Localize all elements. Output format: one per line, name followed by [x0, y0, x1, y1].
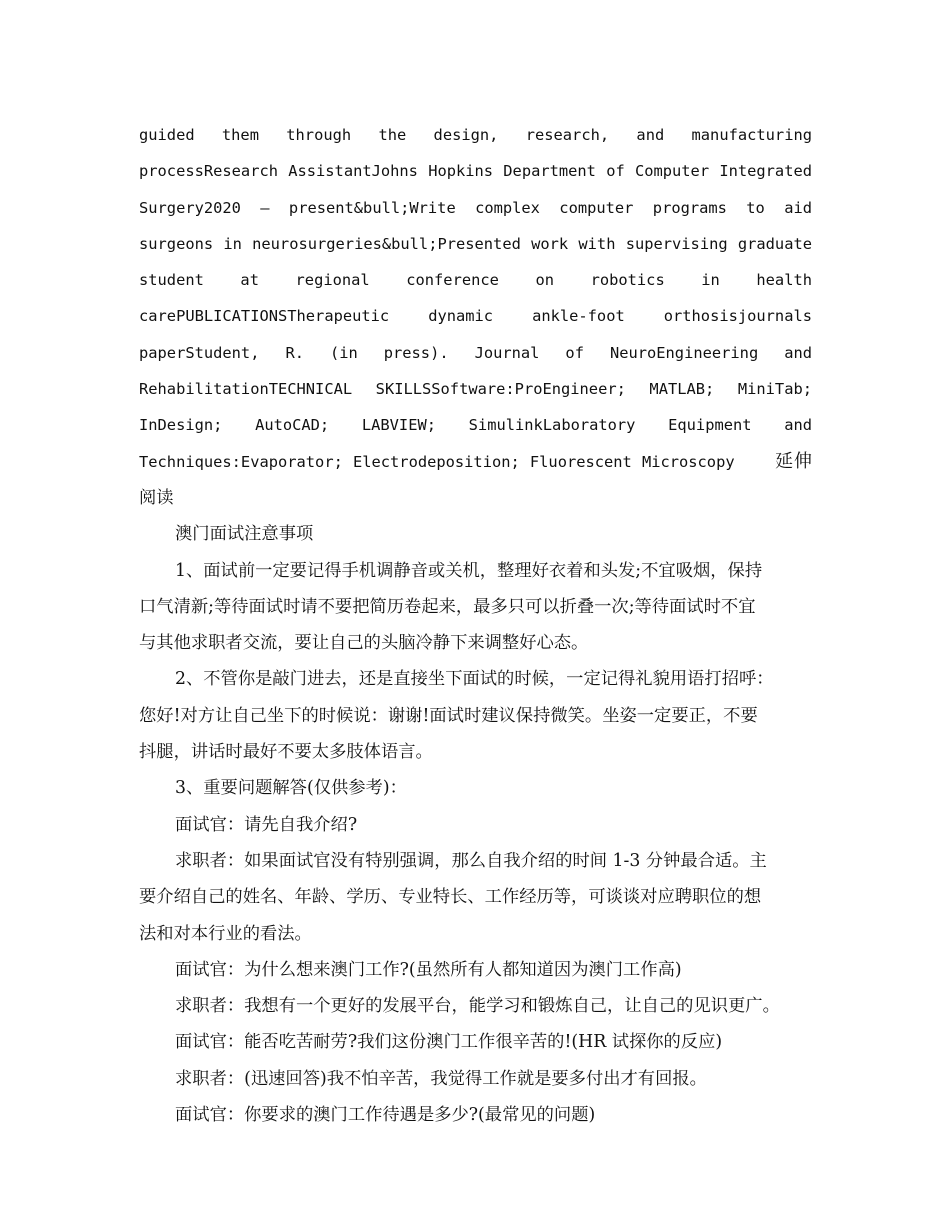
resume-line-text: Techniques:Evaporator; Electrodeposition; Fluorescent Microscopy [139, 452, 735, 471]
qa-line: 面试官：你要求的澳门工作待遇是多少?(最常见的问题) [175, 1105, 596, 1126]
paragraph-line: 2、不管你是敲门进去，还是直接坐下面试的时候，一定记得礼貌用语打招呼： [175, 669, 774, 690]
paragraph-line: 与其他求职者交流，要让自己的头脑冷静下来调整好心态。 [139, 633, 589, 654]
resume-line: RehabilitationTECHNICAL SKILLSSoftware:ProEngineer; MATLAB; MiniTab; [139, 380, 812, 399]
paragraph-line: 抖腿，讲话时最好不要太多肢体语言。 [139, 742, 433, 763]
paragraph-line: 1、面试前一定要记得手机调静音或关机，整理好衣着和头发;不宜吸烟，保持 [175, 560, 763, 581]
resume-line: InDesign; AutoCAD; LABVIEW; SimulinkLaboratory Equipment and [139, 416, 812, 435]
document-body [139, 117, 812, 1133]
qa-line: 求职者：如果面试官没有特别强调，那么自我介绍的时间 1-3 分钟最合适。主 [175, 850, 767, 871]
qa-line: 面试官：请先自我介绍? [175, 814, 358, 835]
qa-line: 法和对本行业的看法。 [139, 923, 312, 944]
resume-line: guided them through the design, research, and manufacturing [139, 126, 812, 144]
section-title: 澳门面试注意事项 [175, 524, 314, 545]
extend-reading-link-cont[interactable]: 阅读 [139, 487, 174, 508]
resume-line: carePUBLICATIONSTherapeutic dynamic ankle-foot orthosisjournals [139, 307, 812, 326]
qa-line: 面试官：能否吃苦耐劳?我们这份澳门工作很辛苦的!(HR 试探你的反应) [175, 1032, 723, 1053]
qa-line: 求职者：我想有一个更好的发展平台，能学习和锻炼自己，让自己的见识更广。 [175, 996, 780, 1017]
resume-line: paperStudent, R. (in press). Journal of NeuroEngineering and [139, 343, 812, 362]
qa-line: 要介绍自己的姓名、年龄、学历、专业特长、工作经历等，可谈谈对应聘职位的想 [139, 887, 762, 908]
resume-line-with-link [139, 444, 812, 480]
paragraph-line: 口气清新;等待面试时请不要把简历卷起来，最多只可以折叠一次;等待面试时不宜 [139, 596, 756, 617]
resume-line: processResearch AssistantJohns Hopkins Department of Computer Integrated [139, 162, 812, 181]
resume-line: surgeons in neurosurgeries&bull;Presented work with supervising graduate [139, 234, 812, 253]
paragraph-line: 3、重要问题解答(仅供参考)： [175, 778, 407, 799]
qa-line: 面试官：为什么想来澳门工作?(虽然所有人都知道因为澳门工作高) [175, 959, 682, 980]
extend-reading-link[interactable]: 延伸 [775, 450, 812, 472]
resume-line: student at regional conference on robotics in health [139, 271, 812, 290]
resume-line: Surgery2020 – present&bull;Write complex computer programs to aid [139, 198, 812, 217]
qa-line: 求职者：(迅速回答)我不怕辛苦，我觉得工作就是要多付出才有回报。 [175, 1068, 707, 1089]
paragraph-line: 您好!对方让自己坐下的时候说：谢谢!面试时建议保持微笑。坐姿一定要正，不要 [139, 705, 758, 726]
